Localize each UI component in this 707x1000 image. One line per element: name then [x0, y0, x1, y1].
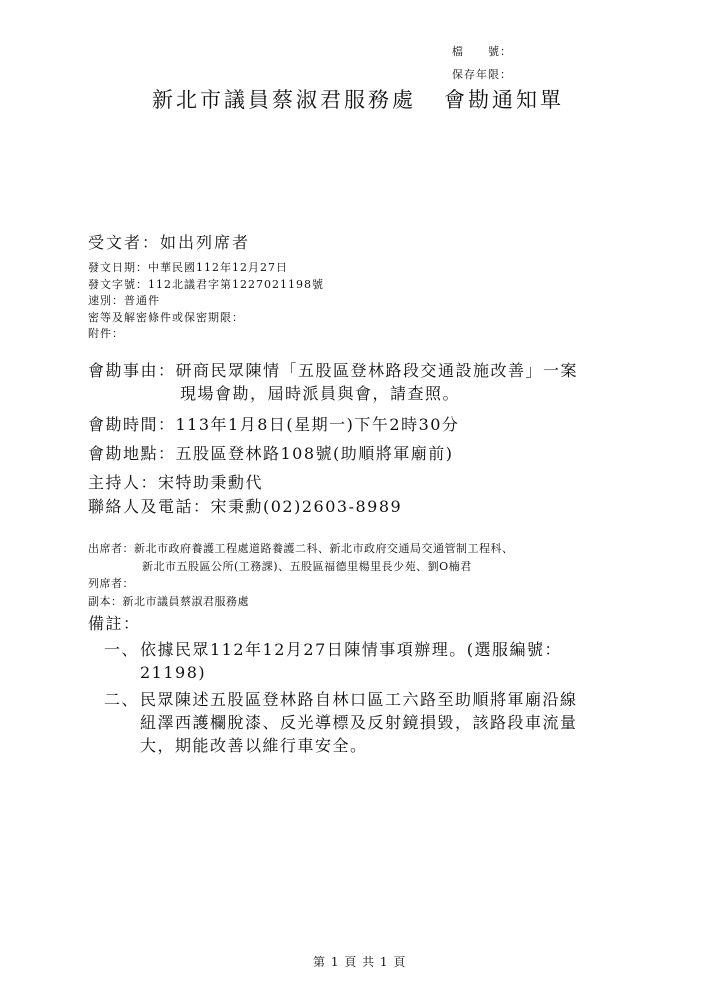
file-number-label: 檔 號： [452, 45, 512, 58]
retention-period-label: 保存年限： [452, 68, 512, 81]
subject-line-2: 現場會勘，屆時派員與會，請查照。 [180, 384, 461, 403]
copy-to: 副本：新北市議員蔡淑君服務處 [88, 595, 249, 608]
meta-block [88, 260, 324, 343]
subject-line-1: 會勘事由：研商民眾陳情「五股區登林路段交通設施改善」一案 [88, 361, 579, 380]
inspection-time: 會勘時間：113年1月8日(星期一)下午2時30分 [88, 415, 460, 434]
host: 主持人：宋特助秉勳代 [88, 473, 264, 492]
note-text: 大，期能改善以維行車安全。 [140, 736, 368, 755]
note-text: 依據民眾112年12月27日陳情事項辦理。(選服編號： [140, 640, 563, 659]
note-text: 紐澤西護欄脫漆、反光導標及反射鏡損毀，該路段車流量 [140, 713, 578, 732]
issue-number: 發文字號：112北議君字第1227021198號 [88, 277, 324, 291]
note-item [104, 688, 578, 757]
attachments: 附件： [88, 327, 124, 340]
attendees-line-1: 出席者：新北市政府養護工程處道路養護二科、新北市政府交通局交通管制工程科、 [88, 542, 514, 555]
title-organization: 新北市議員蔡淑君服務處 [152, 88, 416, 112]
attendees-line-2: 新北市五股區公所(工務課)、五股區福德里楊里長少苑、劉O楠君 [142, 560, 472, 573]
note-item [104, 638, 562, 684]
issue-date: 發文日期：中華民國112年12月27日 [88, 261, 288, 274]
page-footer: 第 1 頁 共 1 頁 [313, 955, 407, 969]
notes-label: 備註： [88, 614, 141, 633]
recipient: 受文者：如出列席者 [88, 233, 251, 252]
confidentiality: 密等及解密條件或保密期限： [88, 310, 244, 324]
observers: 列席者： [88, 577, 134, 590]
document-title [152, 84, 564, 114]
note-number: 二、 [104, 690, 140, 709]
contact: 聯絡人及電話：宋秉勳(02)2603-8989 [88, 497, 403, 516]
inspection-place: 會勘地點：五股區登林路108號(助順將軍廟前) [88, 444, 454, 463]
speed-class: 速別：普通件 [88, 294, 160, 307]
note-text: 民眾陳述五股區登林路自林口區工六路至助順將軍廟沿線 [140, 690, 578, 709]
note-text: 21198) [140, 663, 207, 682]
note-number: 一、 [104, 640, 140, 659]
title-document-type: 會勘通知單 [444, 88, 564, 112]
